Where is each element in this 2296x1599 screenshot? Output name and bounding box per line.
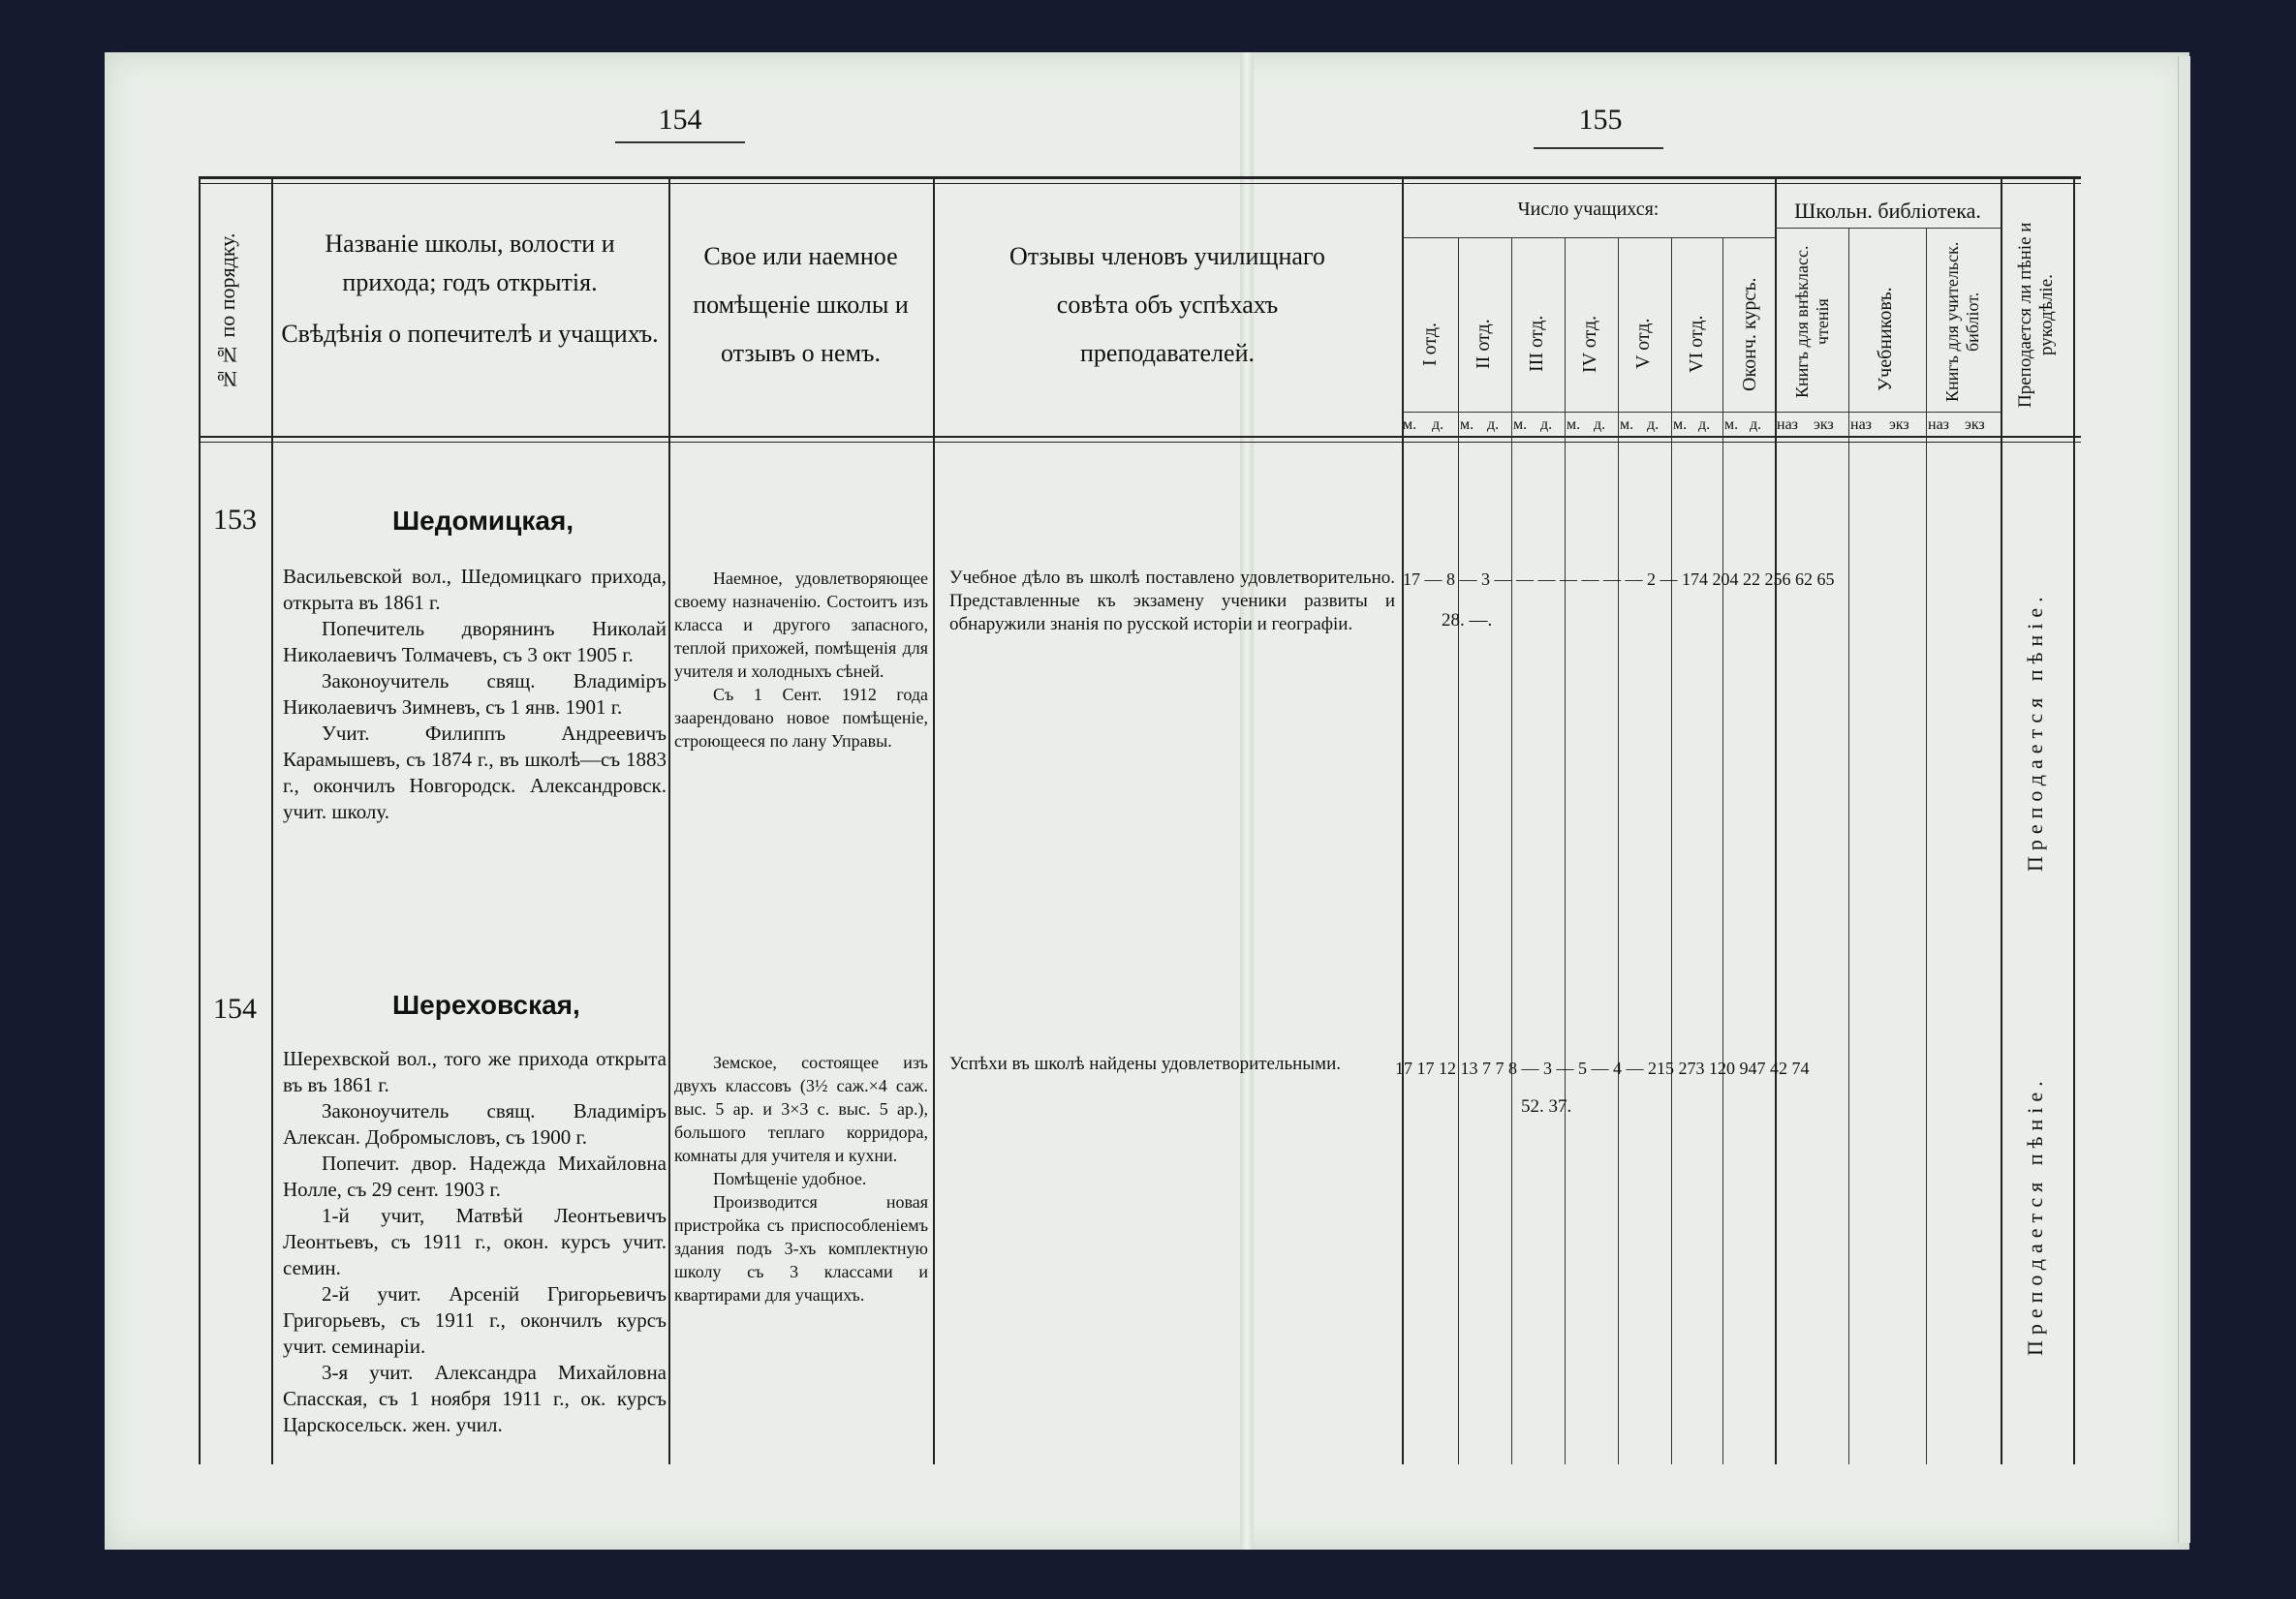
label-naz: наз <box>1850 416 1872 433</box>
header-otd2: II отд. <box>1473 319 1494 369</box>
premises-text <box>674 1051 928 1307</box>
page-number-underline <box>615 141 745 143</box>
review-text: Успѣхи въ школѣ найдены удовлетворительными. <box>949 1054 1342 1074</box>
info-line: Попечит. двор. Надежда Михайловна Нолле, съ 29 сент. 1903 г. <box>283 1152 667 1201</box>
school-title: Шереховская, <box>392 990 580 1020</box>
header-bottom-rule-thin <box>199 442 2081 443</box>
header-pupils: Число учащихся: <box>1517 199 1660 220</box>
header-otd5: V отд. <box>1632 318 1654 370</box>
col-rule <box>2073 176 2075 1464</box>
sub-rule <box>1926 228 1927 1464</box>
school-info <box>283 564 667 825</box>
label-d: д. <box>1487 416 1500 433</box>
school-info <box>283 1046 667 1438</box>
sub-rule <box>1618 237 1619 1464</box>
sub-rule <box>1458 237 1459 1464</box>
col-rule <box>271 176 273 1464</box>
col-rule <box>1402 176 1404 1464</box>
sub-rule <box>1511 237 1512 1464</box>
label-m: м. <box>1460 416 1474 433</box>
premises-line: Съ 1 Сент. 1912 года заарендовано новое помѣщеніе, строющееся по лану Управы. <box>674 685 928 751</box>
header-otd1: I отд. <box>1419 322 1441 366</box>
premises-line: Земское, состоящее изъ двухъ классовъ (3½ саж.×4 саж. выс. 5 ар. и 3×3 с. выс. 5 ар.), большого теплаго корридора, комнаты для учителя и кухни. <box>674 1053 928 1165</box>
info-line: Васильевской вол., Шедомицкаго прихода, открыта въ 1861 г. <box>283 565 667 614</box>
header-lib-books: Книгъ для внѣкласс. чтенія <box>1792 245 1832 399</box>
info-line: 1-й учит, Матвѣй Леонтьевичъ Леонтьевъ, съ 1911 г., окон. курсъ учит. семин. <box>283 1204 667 1279</box>
label-d: д. <box>1432 416 1444 433</box>
info-line: Законоучитель свящ. Владиміръ Николаевичъ Зимневъ, съ 1 янв. 1901 г. <box>283 669 667 719</box>
info-line: Учит. Филиппъ Андреевичъ Карамышевъ, съ 1874 г., въ школѣ—съ 1883 г., окончилъ Новгородск. Александровск. учит. школу. <box>283 722 667 823</box>
row-number: 154 <box>213 993 257 1025</box>
pupil-sum: 28. —. <box>1442 610 1493 630</box>
header-bottom-rule <box>199 436 2081 438</box>
header-lib-textbooks: Учебниковъ. <box>1875 287 1896 391</box>
label-naz: наз <box>1777 416 1798 433</box>
info-line: Попечитель дворянинъ Николай Николаевичъ Толмачевъ, съ 3 окт 1905 г. <box>283 617 667 666</box>
col-rule <box>2001 176 2002 1464</box>
sub-rule <box>1722 237 1723 1464</box>
school-title: Шедомицкая, <box>392 506 574 536</box>
header-singing: Преподается ли пѣніе и рукодѣліе. <box>2015 222 2057 408</box>
md-subheader-rule <box>1402 412 2001 413</box>
singing-note: Преподается пѣніе. <box>2023 591 2047 872</box>
label-ekz: экз <box>1814 416 1834 433</box>
premises-line: Наемное, удовлетворяющее своему назначенію. Состоитъ изъ класса и другого запасного, теплой прихожей, помѣщенія для учителя и холодныхъ сѣней. <box>674 569 928 681</box>
header-lib-teachers: Книгъ для учительск. библіот. <box>1942 241 1982 403</box>
header-review: Отзывы членовъ училищнаго совѣта объ успѣхахъ преподавателей. <box>1009 242 1325 367</box>
info-line: 3-я учит. Александра Михайловна Спасская, съ 1 ноября 1911 г., ок. курсъ Царскосельск. жен. учил. <box>283 1361 667 1436</box>
header-trustee: Свѣдѣнія о попечителѣ и учащихъ. <box>281 320 659 348</box>
label-m: м. <box>1513 416 1528 433</box>
header-otd6: VI отд. <box>1686 315 1707 373</box>
header-number: №№ по порядку. <box>215 232 239 392</box>
info-line: Законоучитель свящ. Владиміръ Алексан. Добромысловъ, съ 1900 г. <box>283 1099 667 1149</box>
sub-rule <box>1848 228 1849 1464</box>
review-text: Учебное дѣло въ школѣ поставлено удовлетворительно. Представленные къ экзамену ученики развиты и обнаружили знанія по русской исторіи и географіи. <box>949 568 1395 634</box>
info-line: 2-й учит. Арсеній Григорьевичъ Григорьевъ, съ 1911 г., окончилъ курсъ учит. семинаріи. <box>283 1282 667 1358</box>
pupil-counts: 17 — 8 — 3 — — — — — — — 2 — 174 204 22 256 62 65 <box>1403 569 1835 589</box>
page-edge <box>2178 56 2190 1543</box>
label-d: д. <box>1540 416 1553 433</box>
label-m: м. <box>1673 416 1688 433</box>
header-otd4: IV отд. <box>1579 315 1600 373</box>
header-premises: Свое или наемное помѣщеніе школы и отзывъ о немъ. <box>693 242 909 367</box>
col-rule <box>199 176 201 1464</box>
row-number: 153 <box>213 504 257 536</box>
col-rule <box>668 176 670 1464</box>
premises-text <box>674 567 928 753</box>
label-d: д. <box>1750 416 1762 433</box>
label-d: д. <box>1594 416 1606 433</box>
col-rule <box>933 176 935 1464</box>
table-top-rule <box>199 176 2081 179</box>
library-subheader-rule <box>1775 228 2001 229</box>
sub-rule <box>1565 237 1566 1464</box>
sub-rule <box>1671 237 1672 1464</box>
label-ekz: экз <box>1889 416 1909 433</box>
label-d: д. <box>1647 416 1660 433</box>
label-m: м. <box>1724 416 1739 433</box>
header-otd3: III отд. <box>1526 315 1547 373</box>
premises-line: Помѣщеніе удобное. <box>713 1169 867 1188</box>
col-rule <box>1775 176 1777 1464</box>
label-ekz: экз <box>1965 416 1985 433</box>
premises-line: Производится новая пристройка съ приспособленіемъ здания подъ 3-хъ комплектную школу съ 3 классами и квартирами для учащихъ. <box>674 1192 928 1305</box>
label-d: д. <box>1698 416 1711 433</box>
table-top-rule-thin <box>199 183 2081 184</box>
singing-note: Преподается пѣніе. <box>2023 1075 2047 1356</box>
header-school-name: Названіе школы, волости и прихода; годъ открытія. <box>325 230 615 296</box>
label-m: м. <box>1567 416 1581 433</box>
page-number-underline <box>1534 147 1663 149</box>
header-okonch: Оконч. курсъ. <box>1739 277 1760 391</box>
label-naz: наз <box>1928 416 1949 433</box>
label-m: м. <box>1403 416 1417 433</box>
pupil-counts: 17 17 12 13 7 7 8 — 3 — 5 — 4 — 215 273 120 947 42 74 <box>1395 1059 1810 1078</box>
page-number-right: 155 <box>1578 104 1623 136</box>
page-number-left: 154 <box>658 104 702 136</box>
header-library: Школьн. библіотека. <box>1794 199 1981 223</box>
pupil-sum: 52. 37. <box>1521 1096 1572 1117</box>
info-line: Шерехвской вол., того же прихода открыта въ въ 1861 г. <box>283 1047 667 1096</box>
label-m: м. <box>1620 416 1634 433</box>
